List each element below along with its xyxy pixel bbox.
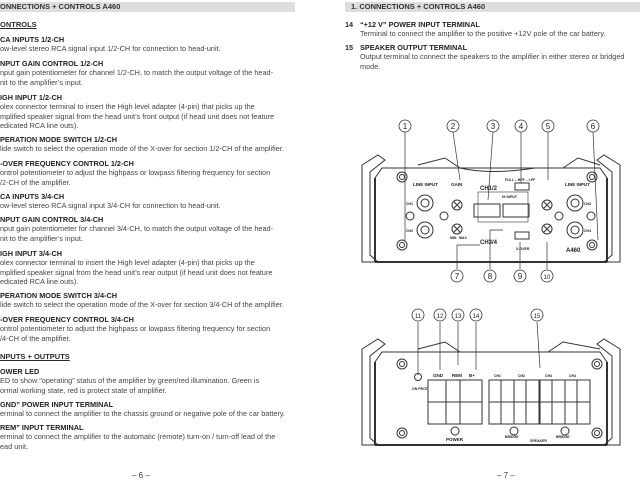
item-description-line: ED to show “operating” status of the amplifier by green/red illumination. Green is [0, 376, 260, 386]
item-description-line: lide switch to select the operation mode of the X-over for section 3/4-CH of the amplifier. [0, 300, 284, 310]
label-power: POWER [446, 437, 464, 442]
label-out-ch4: CH4 [569, 374, 577, 378]
label-ch4: CH4 [584, 229, 592, 233]
item-number: 14 [345, 20, 354, 29]
item-title: SPEAKER OUTPUT TERMINAL [360, 43, 468, 52]
label-speaker: SPEAKER [530, 439, 547, 443]
amplifier-bottom-diagram [362, 322, 620, 445]
callout-number: 14 [472, 314, 480, 320]
page-number-left: – 6 – [132, 471, 150, 480]
item-description-line: erminal to connect the amplifier to the chassis ground or negative pole of the car battery. [0, 409, 286, 419]
label-bplus: B+ [469, 373, 475, 378]
item-description-line: ead unit. [0, 441, 28, 451]
item-title: “+12 V” POWER INPUT TERMINAL [360, 20, 480, 29]
callout-number: 15 [533, 314, 541, 320]
label-line-input-left: LINE INPUT [413, 182, 439, 187]
callout-number: 10 [543, 275, 551, 281]
callout-number: 8 [487, 272, 493, 281]
item-title: IGH INPUT 1/2-CH [0, 93, 63, 102]
label-ch2: CH2 [406, 229, 414, 233]
item-description-line: mplified speaker signal from the head unit’s front output (if head unit does not feature [0, 111, 275, 121]
callout-number: 4 [518, 122, 524, 131]
page-number-right: – 7 – [497, 471, 515, 480]
item-title: CA INPUTS 3/4-CH [0, 192, 65, 201]
callout-number: 12 [436, 314, 444, 320]
item-description-line: nput gain potentiometer for channel 3/4-CH, to match the output voltage of the head- [0, 224, 273, 234]
item-description-line: ontrol potentiometer to adjust the highpass or lowpass filtering frequency for section [0, 324, 271, 334]
callout-number: 13 [454, 314, 462, 320]
label-model: A460 [566, 248, 581, 254]
item-title: CA INPUTS 1/2-CH [0, 35, 65, 44]
item-description-line: olex connector terminal to insert the High level adapter (4-pin) that picks up the [0, 258, 255, 268]
callouts-bottom [412, 309, 543, 321]
item-title: REM” INPUT TERMINAL [0, 423, 84, 432]
callout-number: 2 [450, 122, 456, 131]
label-ch3: CH3 [584, 202, 592, 206]
label-out-ch1: CH1 [494, 374, 502, 378]
item-description-line: edicated RCA line outs). [0, 120, 79, 130]
label-out-ch3: CH3 [545, 374, 553, 378]
item-title: IGH INPUT 3/4-CH [0, 249, 63, 258]
item-title: OWER LED [0, 367, 40, 376]
left-page-header: ONNECTIONS + CONTROLS A460 [0, 2, 295, 12]
label-ch12: CH1/2 [480, 186, 498, 192]
controls-heading: ONTROLS [0, 20, 37, 29]
item-description-line: lide switch to select the operation mode of the X-over for section 1/2-CH of the amplifier. [0, 144, 284, 154]
label-xover: X-OVER [516, 247, 530, 251]
item-description-line: olex connector terminal to insert the High level adapter (4-pin) that picks up the [0, 102, 255, 112]
callout-number: 7 [454, 272, 460, 281]
item-description-line: ormal working state, red is protect state of amplifier. [0, 385, 167, 395]
label-min: MIN [450, 236, 457, 240]
callout-number: 9 [517, 272, 523, 281]
item-description-line: erminal to connect the amplifier to the automatic (remote) turn-on / turn-off lead of the [0, 432, 276, 442]
label-gain: GAIN [451, 182, 463, 187]
right-page-header: 1. CONNECTIONS + CONTROLS A460 [345, 2, 640, 12]
label-gnd: GND [433, 373, 443, 378]
callout-number: 1 [402, 122, 408, 131]
item-description-line: mode. [360, 61, 381, 71]
label-bridge-12: BRIDGE [505, 435, 519, 439]
label-out-ch2: CH2 [518, 374, 526, 378]
item-description-line: nit to the amplifier’s input. [0, 77, 83, 87]
label-on-prot: ON PROT [412, 387, 428, 391]
amplifier-top-diagram [362, 132, 620, 269]
label-mode: FULL – HPF – LPF [505, 178, 536, 182]
item-description-line: Terminal to connect the amplifier to the positive +12V pole of the car battery. [360, 29, 606, 39]
item-description-line: ontrol potentiometer to adjust the highpass or lowpass filtering frequency for section [0, 168, 271, 178]
callout-number: 5 [545, 122, 551, 131]
label-max: MAX [459, 236, 467, 240]
callout-number: 11 [414, 314, 422, 320]
item-title: -OVER FREQUENCY CONTROL 3/4-CH [0, 315, 134, 324]
callout-number: 6 [590, 122, 596, 131]
label-ch34: CH3/4 [480, 240, 498, 246]
item-description-line: Output terminal to connect the speakers to the amplifier in either stereo or bridged [360, 52, 625, 62]
io-heading: NPUTS + OUTPUTS [0, 352, 70, 361]
item-description-line: ow-level stereo RCA signal input 3/4-CH for connection to head-unit. [0, 201, 221, 211]
item-title: -OVER FREQUENCY CONTROL 1/2-CH [0, 159, 134, 168]
callouts-top-lower [451, 270, 553, 282]
item-number: 15 [345, 43, 354, 52]
item-description-line: nit to the amplifier’s input. [0, 233, 83, 243]
item-title: GND” POWER INPUT TERMINAL [0, 400, 114, 409]
item-title: PERATION MODE SWITCH 1/2-CH [0, 135, 118, 144]
item-description-line: edicated RCA line outs). [0, 276, 79, 286]
item-title: NPUT GAIN CONTROL 1/2-CH [0, 59, 104, 68]
label-rem: REM [452, 373, 462, 378]
item-description-line: mplified speaker signal from the head unit’s rear output (if head unit does not feature [0, 267, 273, 277]
item-description-line: nput gain potentiometer for channel 1/2-CH, to match the output voltage of the head- [0, 68, 273, 78]
label-bridge-34: BRIDGE [556, 435, 570, 439]
label-hi-input: HI INPUT [502, 195, 517, 199]
item-title: NPUT GAIN CONTROL 3/4-CH [0, 215, 104, 224]
item-description-line: ow-level stereo RCA signal input 1/2-CH for connection to head-unit. [0, 44, 221, 54]
callouts-top [399, 120, 599, 132]
item-title: PERATION MODE SWITCH 3/4-CH [0, 291, 118, 300]
label-line-input-right: LINE INPUT [565, 182, 591, 187]
label-ch1: CH1 [406, 202, 414, 206]
callout-number: 3 [490, 122, 496, 131]
item-description-line: /2-CH of the amplifier. [0, 177, 71, 187]
item-description-line: /4-CH of the amplifier. [0, 333, 71, 343]
